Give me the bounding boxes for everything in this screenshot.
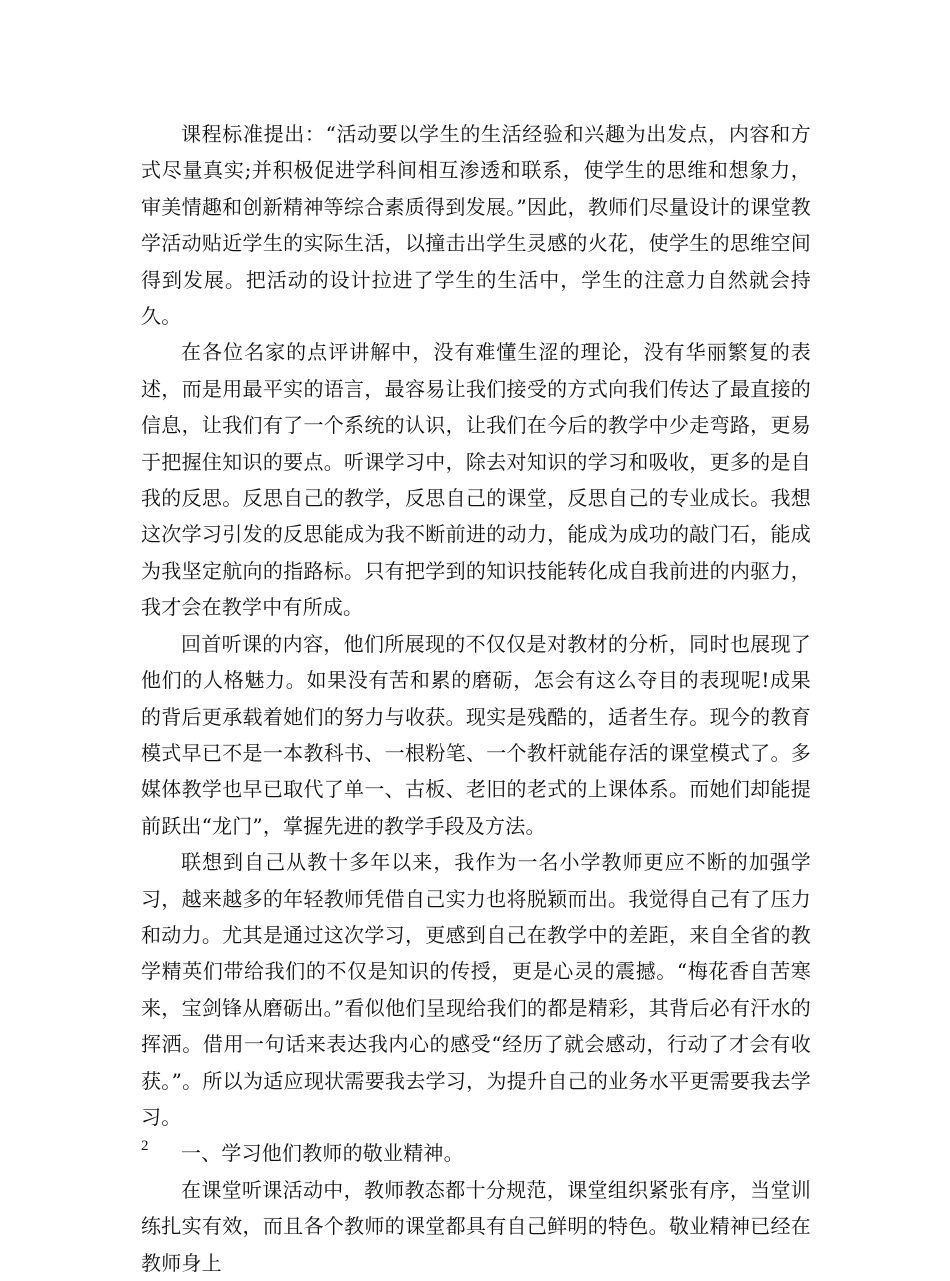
page-number: 2	[141, 1138, 149, 1154]
paragraph-classroom-observation: 在课堂听课活动中，教师教态都十分规范，课堂组织紧张有序，当堂训练扎实有效，而且各个教师的课堂都具有自己鲜明的特色。敬业精神已经在教师身上	[141, 1177, 811, 1275]
document-body	[141, 116, 811, 1281]
paragraph-curriculum-standard: 课程标准提出：“活动要以学生的生活经验和兴趣为出发点，内容和方式尽量真实;并积极促进学科间相互渗透和联系，使学生的思维和想象力，审美情趣和创新精神等综合素质得到发展。”因此，教师们尽量设计的课堂教学活动贴近学生的实际生活，以撞击出学生灵感的火花，使学生的思维空间得到发展。把活动的设计拉进了学生的生活中，学生的注意力自然就会持久。	[141, 122, 811, 329]
section-heading-dedication: 一、学习他们教师的敬业精神。	[181, 1141, 464, 1166]
paragraph-expert-commentary: 在各位名家的点评讲解中，没有难懂生涩的理论，没有华丽繁复的表述，而是用最平实的语言，最容易让我们接受的方式向我们传达了最直接的信息，让我们有了一个系统的认识，让我们在今后的教学中少走弯路，更易于把握住知识的要点。听课学习中，除去对知识的学习和吸收，更多的是自我的反思。反思自己的教学，反思自己的课堂，反思自己的专业成长。我想这次学习引发的反思能成为我不断前进的动力，能成为成功的敲门石，能成为我坚定航向的指路标。只有把学到的知识技能转化成自我前进的内驱力，我才会在教学中有所成。	[141, 340, 811, 620]
paragraph-self-reflection: 联想到自己从教十多年以来，我作为一名小学教师更应不断的加强学习，越来越多的年轻教师凭借自己实力也将脱颖而出。我觉得自己有了压力和动力。尤其是通过这次学习，更感到自己在教学中的差距，来自全省的教学精英们带给我们的不仅是知识的传授，更是心灵的震撼。“梅花香自苦寒来，宝剑锋从磨砺出。”看似他们呈现给我们的都是精彩，其背后必有汗水的挥洒。借用一句话来表达我内心的感受“经历了就会感动，行动了才会有收获。”。所以为适应现状需要我去学习，为提升自己的业务水平更需要我去学习。	[141, 850, 811, 1129]
paragraph-lesson-review: 回首听课的内容，他们所展现的不仅仅是对教材的分析，同时也展现了他们的人格魅力。如果没有苦和累的磨砺，怎会有这么夺目的表现呢!成果的背后更承载着她们的努力与收获。现实是残酷的，适者生存。现今的教育模式早已不是一本教科书、一根粉笔、一个教杆就能存活的课堂模式了。多媒体教学也早已取代了单一、古板、老旧的老式的上课体系。而她们却能提前跃出“龙门”，掌握先进的教学手段及方法。	[141, 631, 811, 838]
